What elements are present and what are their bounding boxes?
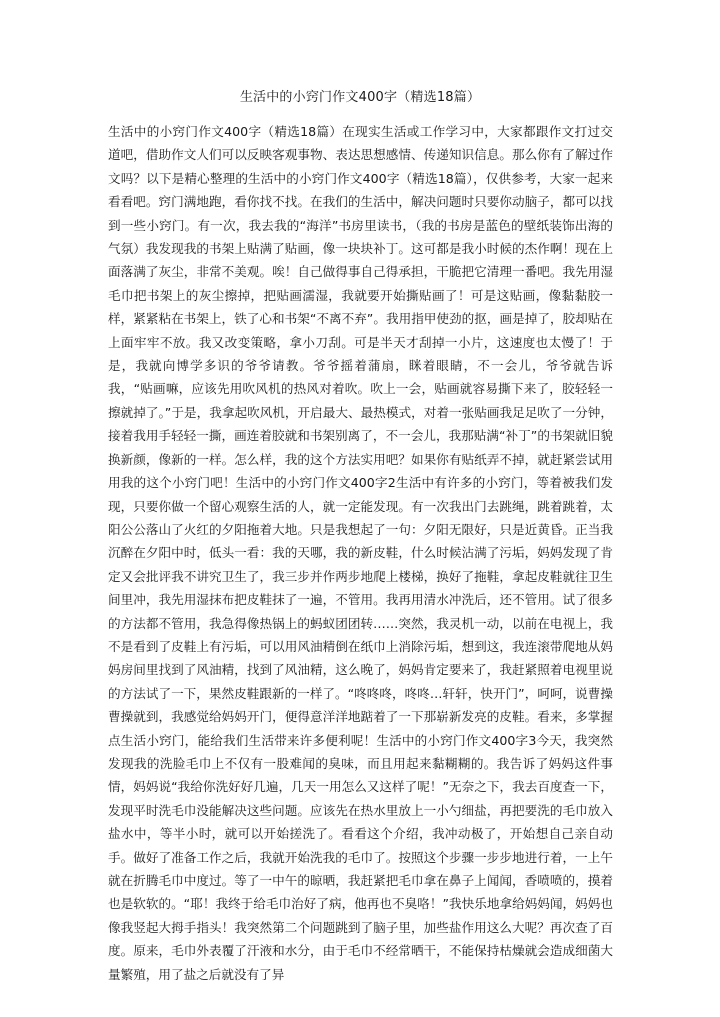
essay3-heading: 生活中的小窍门作文400字3: [376, 732, 537, 748]
essay2-paragraph-2: 突然，我灵机一动，以前在电视上，我不是看到了皮鞋上有污垢，可以用风油精倒在纸巾上消除污垢，想到这，我连滚带爬地从妈妈房间里找到了风油精，找到了风油精，这么晚了，妈妈肯定要来了，我赶紧照着电视里说的方法试了一下，果然皮鞋跟新的一样了。“咚咚咚，咚咚…轩轩，快开门”，呵呵，说曹操曹操就到，我感觉给妈妈开门，便得意洋洋地踮着了一下那崭新发亮的皮鞋。: [108, 615, 614, 725]
intro-paragraph: 在现实生活或工作学习中，大家都跟作文打过交道吧，借助作文人们可以反映客观事物、表达思想感情、传递知识信息。那么你有了解过作文吗？以下是精心整理的生活中的小窍门作文400字（精选18篇），仅供参考，大家一起来看看吧。: [108, 124, 613, 210]
essay-collection-heading: 生活中的小窍门作文400字（精选18篇）: [108, 124, 343, 139]
essay3-paragraph-4: 我突然第二个问题跳到了脑子里，加些盐作用这么大呢？再次查了百度。原来，毛巾外表覆了汗液和水分，由于毛巾不经常晒干，不能保持枯燥就会造成细菌大量繁殖，用了盐之后就没有了异: [108, 919, 614, 982]
essay2-paragraph-1: 生活中有许多的小窍门，等着被我们发现，只要你做一个留心观察生活的人，就一定能发现。有一次我出门去跳绳，跳着跳着，太阳公公落山了火红的夕阳拖着大地。只是我想起了一句：夕阳无限好，只是近黄昏。正当我沉醉在夕阳中时，低头一看：我的天哪，我的新皮鞋，什么时候沾满了污垢，妈妈发现了肯定又会批评我不讲究卫生了，我三步并作两步地爬上楼梯，换好了拖鞋，拿起皮鞋就往卫生间里冲，我先用湿抹布把皮鞋抹了一遍，不管用。我再用清水冲洗后，还不管用。试了很多的方法都不管用，我急得像热锅上的蚂蚁团团转……: [108, 475, 614, 631]
essay1-paragraph-2: 有一次，我去我的“海洋”书房里读书，（我的书房是蓝色的壁纸装饰出海的气氛）我发现我的书架上贴满了贴画，像一块块补丁。这可都是我小时候的杰作啊！现在上面落满了灰尘，非常不美观。唉！自己做得事自己得承担，干脆把它清理一番吧。: [108, 217, 614, 280]
document-body: [108, 120, 613, 986]
essay3-paragraph-2: 无奈之下，我去百度查一下，发现平时洗毛巾没能解决这些问题。应该先在热水里放上一小勺细盐，再把要洗的毛巾放入盐水中，等半小时，就可以开始搓洗了。看看这个介绍，我冲动极了，开始想自己亲自动手。: [108, 779, 613, 865]
essay3-paragraph-1: 今天，我突然发现我的洗脸毛巾上不仅有一股难闻的臭味，而且用起来黏糊糊的。我告诉了妈妈这件事情，妈妈说“我给你洗好好几遍，几天一用怎么又这样了呢！”: [108, 732, 614, 795]
essay1-paragraph-3: 我先用湿毛巾把书架上的灰尘擦掉，把贴画濡湿，我就要开始撕贴画了！可是这贴画，像黏黏胶一样，紧紧粘在书架上，铁了心和书架“不离不弃”。我用指甲使劲的抠，画是掉了，胶却贴在上面牢牢不放。我又改变策略，拿小刀刮。可是半天才刮掉一小片，这速度也太慢了！: [108, 264, 614, 350]
essay1-paragraph-1: 窍门满地跑，看你找不找。在我们的生活中，解决问题时只要你动脑子，都可以找到一些小窍门。: [108, 194, 614, 233]
essay1-paragraph-5: 于是，我拿起吹风机，开启最大、最热模式，对着一张贴画我足足吹了一分钟，接着我用手轻轻一撕，画连着胶就和书架别离了，不一会儿，我那贴满“补丁”的书架就旧貌换新颜，像新的一样。: [108, 404, 613, 467]
essay1-paragraph-6: 怎么样，我的这个方法实用吧？如果你有贴纸弄不掉，就赶紧尝试用用我的这个小窍门吧！: [108, 451, 614, 491]
document-title: 生活中的小窍门作文400字（精选18篇）: [239, 90, 481, 105]
essay2-heading: 生活中的小窍门作文400字2: [235, 475, 396, 491]
essay3-paragraph-3: 做好了准备工作之后，我就开始洗我的毛巾了。按照这个步骤一步步地进行着，一上午就在折腾毛巾中度过。等了一中午的晾晒，我赶紧把毛巾拿在鼻子上闻闻，香喷喷的，摸着也是软软的。“耶！我终于给毛巾治好了病，他再也不臭咯！”我快乐地拿给妈妈闻，妈妈也像我竖起大拇手指头！: [108, 849, 614, 935]
essay2-paragraph-3: 看来，多掌握点生活小窍门，能给我们生活带来许多便利呢！: [108, 709, 614, 748]
essay1-paragraph-4: 于是，我就向博学多识的爷爷请教。爷爷摇着蒲扇，眯着眼睛，不一会儿，爷爷就告诉我，“贴画嘛，应该先用吹风机的热风对着吹。吹上一会，贴画就容易撕下来了，胶轻轻一擦就掉了。”: [108, 334, 613, 420]
